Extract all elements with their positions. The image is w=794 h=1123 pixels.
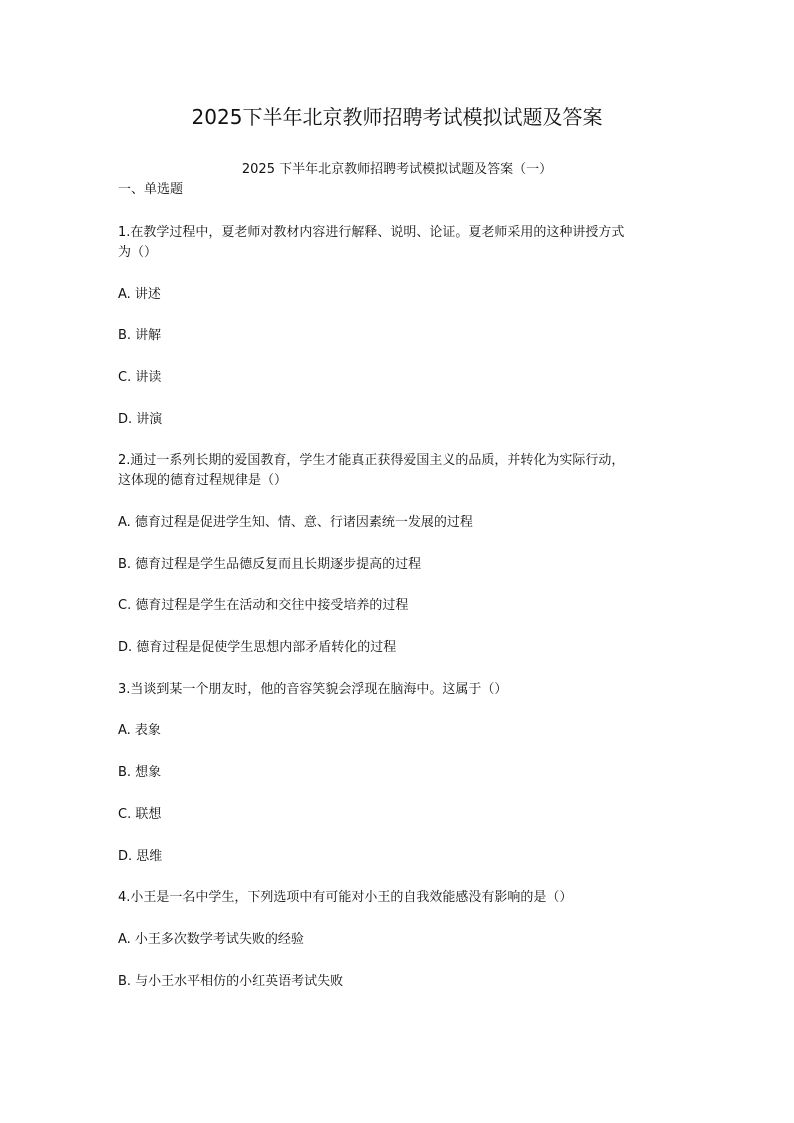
- section-heading: 一、单选题: [118, 182, 184, 197]
- option: A. 表象: [118, 723, 161, 738]
- option: D. 思维: [118, 849, 163, 864]
- option: C. 德育过程是学生在活动和交往中接受培养的过程: [118, 598, 409, 613]
- option: A. 讲述: [118, 287, 161, 302]
- option: A. 德育过程是促进学生知、情、意、行诸因素统一发展的过程: [118, 515, 473, 530]
- question-text: 2.通过一系列长期的爱国教育，学生才能真正获得爱国主义的品质，并转化为实际行动，: [118, 453, 625, 468]
- option: D. 德育过程是促使学生思想内部矛盾转化的过程: [118, 640, 397, 655]
- option: B. 与小王水平相仿的小红英语考试失败: [118, 974, 344, 989]
- option: D. 讲演: [118, 412, 163, 427]
- document-title: 2025下半年北京教师招聘考试模拟试题及答案: [191, 105, 603, 129]
- option: A. 小王多次数学考试失败的经验: [118, 932, 304, 947]
- question-text: 4.小王是一名中学生，下列选项中有可能对小王的自我效能感没有影响的是（）: [118, 890, 573, 905]
- option: B. 德育过程是学生品德反复而且长期逐步提高的过程: [118, 557, 422, 572]
- question-text: 为（）: [118, 245, 158, 260]
- option: C. 讲读: [118, 370, 162, 385]
- question-text: 1.在教学过程中，夏老师对教材内容进行解释、说明、论证。夏老师采用的这种讲授方式: [118, 225, 625, 240]
- option: C. 联想: [118, 807, 162, 822]
- option: B. 想象: [118, 765, 162, 780]
- option: B. 讲解: [118, 328, 162, 343]
- document-subtitle: 2025 下半年北京教师招聘考试模拟试题及答案（一）: [241, 162, 553, 177]
- question-text: 3.当谈到某一个朋友时，他的音容笑貌会浮现在脑海中。这属于（）: [118, 682, 508, 697]
- question-text: 这体现的德育过程规律是（）: [118, 473, 288, 488]
